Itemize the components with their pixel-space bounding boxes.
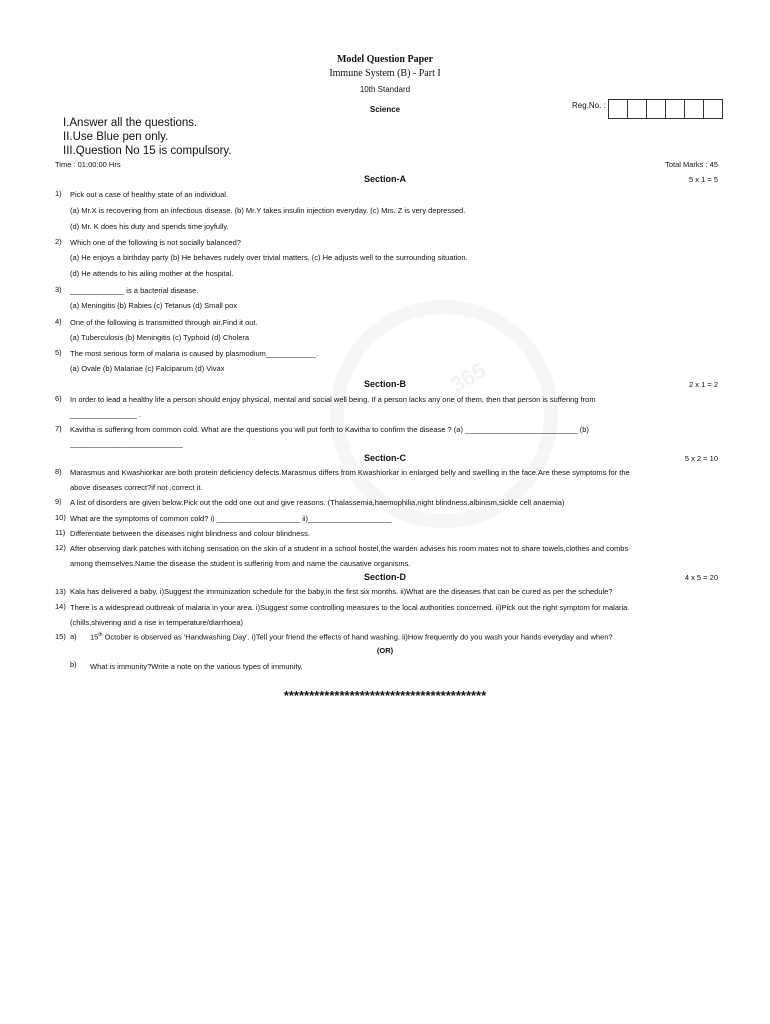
question-number: 10) xyxy=(55,513,66,522)
reg-no-box[interactable] xyxy=(608,99,628,119)
question-text-continued: ________________ . xyxy=(70,410,141,419)
time-label: Time : 01:00:00 Hrs xyxy=(55,160,121,169)
question-text: There is a widespread outbreak of malaria in your area. i)Suggest some controlling measures to the local authorities concerned. ii)Pick out the right symptom for malaria. xyxy=(70,603,630,612)
question-number: 4) xyxy=(55,317,62,326)
question-text: Pick out a case of healthy state of an individual. xyxy=(70,190,229,199)
day-number: 15 xyxy=(90,632,99,642)
section-b-title: Section-B xyxy=(363,379,406,389)
question-text: Which one of the following is not socially balanced? xyxy=(70,238,241,247)
question-number: 12) xyxy=(55,543,66,552)
question-part-label: b) xyxy=(70,660,77,669)
reg-no-box[interactable] xyxy=(704,99,723,119)
section-b-marks: 2 x 1 = 2 xyxy=(689,380,718,389)
subject-label: Science xyxy=(369,105,401,114)
question-number: 6) xyxy=(55,394,62,403)
question-part-label: a) xyxy=(70,632,77,641)
question-number: 2) xyxy=(55,237,62,246)
watermark-logo xyxy=(330,300,558,528)
question-number: 1) xyxy=(55,189,62,198)
end-of-paper-stars: **************************************** xyxy=(283,688,487,703)
question-options: (a) Tuberculosis (b) Meningitis (c) Typhoid (d) Cholera xyxy=(70,333,250,342)
question-number: 11) xyxy=(55,528,66,537)
question-text: After observing dark patches with itching sensation on the skin of a student in a school hostel,the warden advises his room mates not to share towels,clothes and combs xyxy=(70,544,629,553)
instruction-1: I.Answer all the questions. xyxy=(63,117,198,129)
reg-no-box[interactable] xyxy=(647,99,666,119)
question-options: (d) Mr. K does his duty and spends time joyfully. xyxy=(70,222,229,231)
instruction-3: III.Question No 15 is compulsory. xyxy=(63,145,232,157)
paper-title: Model Question Paper xyxy=(336,54,434,65)
question-text: Kala has delivered a baby, i)Suggest the immunization schedule for the baby,in the first six months. ii)What are the diseases that can be cured as per the schedule? xyxy=(70,587,613,596)
reg-no-label: Reg.No. : xyxy=(572,101,606,110)
section-c-title: Section-C xyxy=(363,453,406,463)
question-text-continued: above diseases correct?if not ,correct it. xyxy=(70,483,203,492)
question-number: 9) xyxy=(55,497,62,506)
question-text: _____________ is a bacterial disease. xyxy=(70,286,199,295)
section-c-marks: 5 x 2 = 10 xyxy=(684,454,718,463)
instruction-2: II.Use Blue pen only. xyxy=(63,131,169,143)
question-number: 15) xyxy=(55,632,66,641)
day-suffix: th xyxy=(98,632,103,638)
question-text-continued: (chills,shivering and a rise in temperature/diarrhoea) xyxy=(70,618,243,627)
watermark-text: 365 xyxy=(445,357,491,398)
paper-subtitle: Immune System (B) - Part I xyxy=(329,68,441,79)
question-text-continued: ___________________________ xyxy=(70,439,183,448)
question-text: One of the following is transmitted through air.Find it out. xyxy=(70,318,258,327)
question-options: (a) Meningitis (b) Rabies (c) Tetanus (d) Small pox xyxy=(70,301,238,310)
or-separator: (OR) xyxy=(376,646,394,655)
question-text xyxy=(90,632,613,642)
question-options: (a) He enjoys a birthday party (b) He behaves rudely over trivial matters. (c) He adjusts well to the surrounding situation. xyxy=(70,253,468,262)
reg-no-boxes[interactable] xyxy=(608,99,723,119)
question-text: Marasmus and Kwashiorkar are both protein deficiency defects.Marasmus differs from Kwashiorkar in enlarged belly and swelling in the face.Are these symptoms for the xyxy=(70,468,630,477)
section-d-title: Section-D xyxy=(363,572,406,582)
question-text-continued: among themselves.Name the disease the student is suffering from and name the causative organisms. xyxy=(70,559,411,568)
question-text: What is immunity?Write a note on the various types of immunity. xyxy=(90,662,303,671)
section-a-title: Section-A xyxy=(363,174,406,184)
section-d-marks: 4 x 5 = 20 xyxy=(684,573,718,582)
question-text-rest: October is observed as 'Handwashing Day'. i)Tell your friend the effects of hand washing. ii)How frequently do you wash your hands everyday and when? xyxy=(102,632,613,642)
question-text: The most serious form of malaria is caused by plasmodium____________. xyxy=(70,349,319,358)
question-number: 13) xyxy=(55,587,66,596)
question-text: Differentiate between the diseases night blindness and colour blindness. xyxy=(70,529,311,538)
question-text: A list of disorders are given below.Pick out the odd one out and give reasons. (Thalassemia,haemophilia,night blindness,albinism,sickle cell anaemia) xyxy=(70,498,565,507)
question-text: In order to lead a healthy life a person should enjoy physical, mental and social well being. If a person lacks any one of them, then that person is suffering from xyxy=(70,395,596,404)
question-options: (d) He attends to his ailing mother at the hospital. xyxy=(70,269,234,278)
question-number: 7) xyxy=(55,424,62,433)
question-text: What are the symptoms of common cold? i) ____________________ ii)____________________ xyxy=(70,514,392,523)
standard-label: 10th Standard xyxy=(359,85,411,94)
total-marks: Total Marks : 45 xyxy=(665,160,718,169)
question-number: 5) xyxy=(55,348,62,357)
question-number: 3) xyxy=(55,285,62,294)
question-number: 14) xyxy=(55,602,66,611)
question-options: (a) Mr.X is recovering from an infectious disease. (b) Mr.Y takes insulin injection everyday. (c) Mrs. Z is very depressed. xyxy=(70,206,466,215)
reg-no-box[interactable] xyxy=(666,99,685,119)
reg-no-box[interactable] xyxy=(628,99,647,119)
question-text: Kavitha is suffering from common cold. What are the questions you will put forth to Kavitha to confirm the disease ? (a) ___________________________ (b) xyxy=(70,425,589,434)
section-a-marks: 5 x 1 = 5 xyxy=(689,175,718,184)
question-number: 8) xyxy=(55,467,62,476)
reg-no-box[interactable] xyxy=(685,99,704,119)
question-options: (a) Ovale (b) Malariae (c) Falciparum (d) Vivax xyxy=(70,364,225,373)
